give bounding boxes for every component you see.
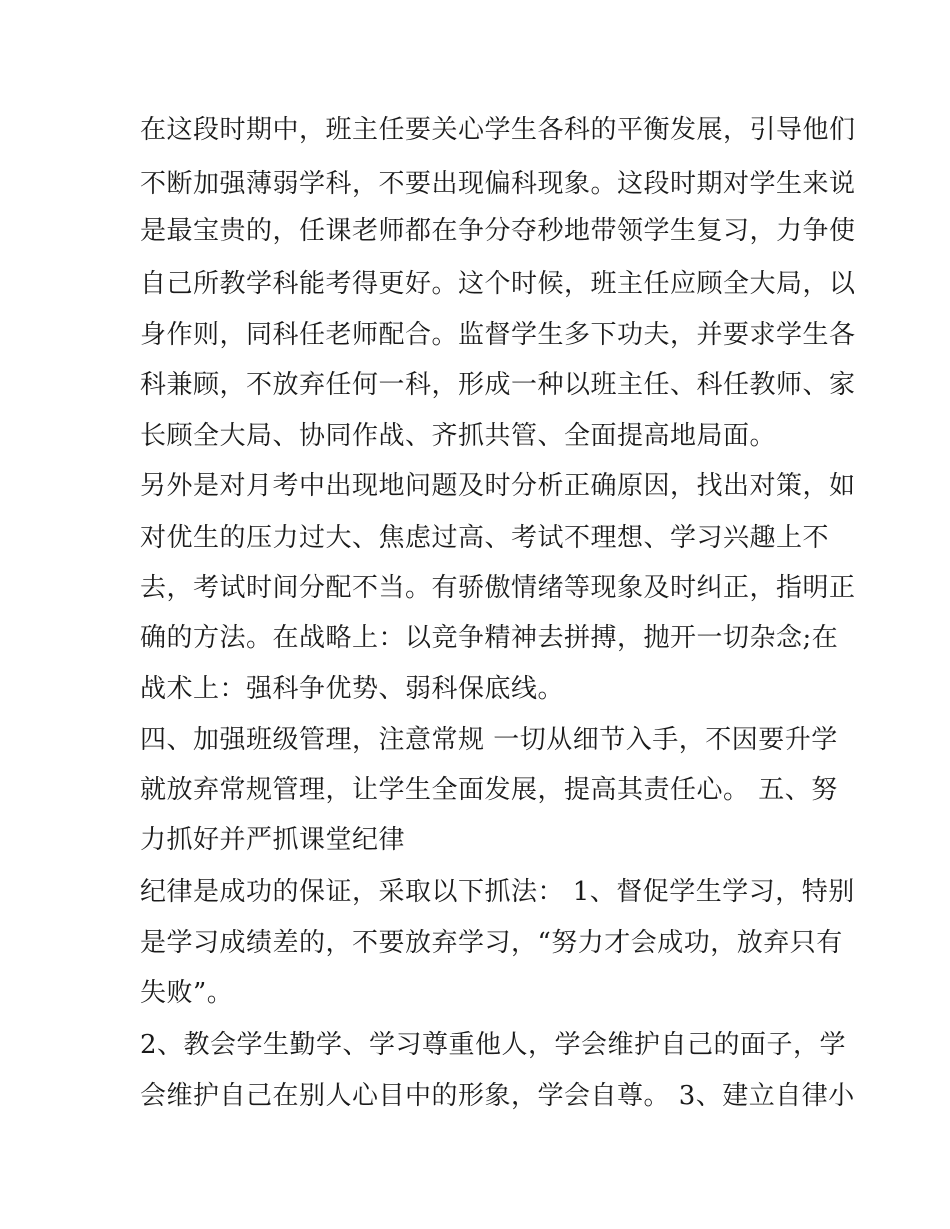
text-line: 在这段时期中，班主任要关心学生各科的平衡发展，引导他们 [140, 115, 856, 145]
text-line: 确的方法。在战略上：以竞争精神去拼搏，抛开一切杂念;在 [140, 623, 839, 653]
text-line: 对优生的压力过大、焦虑过高、考试不理想、学习兴趣上不 [140, 523, 830, 553]
text-line: 自己所教学科能考得更好。这个时候，班主任应顾全大局，以 [140, 269, 856, 299]
text-line: 是学习成绩差的，不要放弃学习，“努力才会成功，放弃只有 [140, 928, 843, 958]
text-line: 长顾全大局、协同作战、齐抓共管、全面提高地局面。 [140, 421, 777, 451]
text-line: 科兼顾，不放弃任何一科，形成一种以班主任、科任教师、家 [140, 370, 856, 400]
text-line: 身作则，同科任老师配合。监督学生多下功夫，并要求学生各 [140, 320, 856, 350]
text-line: 失败”。 [140, 978, 234, 1008]
text-line: 是最宝贵的，任课老师都在争分夺秒地带领学生复习，力争使 [140, 216, 856, 246]
text-line: 纪律是成功的保证，采取以下抓法： 1、督促学生学习，特别 [140, 877, 855, 907]
text-line: 不断加强薄弱学科，不要出现偏科现象。这段时期对学生来说 [140, 169, 856, 199]
text-line: 去，考试时间分配不当。有骄傲情绪等现象及时纠正，指明正 [140, 573, 856, 603]
text-line: 2、教会学生勤学、学习尊重他人，学会维护自己的面子，学 [140, 1030, 847, 1060]
text-line: 就放弃常规管理，让学生全面发展，提高其责任心。 五、努 [140, 775, 838, 805]
text-line: 另外是对月考中出现地问题及时分析正确原因，找出对策，如 [140, 471, 856, 501]
text-line: 力抓好并严抓课堂纪律 [140, 825, 406, 855]
text-line: 战术上：强科争优势、弱科保底线。 [140, 674, 565, 704]
text-line: 会维护自己在别人心目中的形象，学会自尊。 3、建立自律小 [140, 1081, 855, 1111]
text-line: 四、加强班级管理，注意常规 一切从细节入手，不因要升学 [140, 725, 838, 755]
